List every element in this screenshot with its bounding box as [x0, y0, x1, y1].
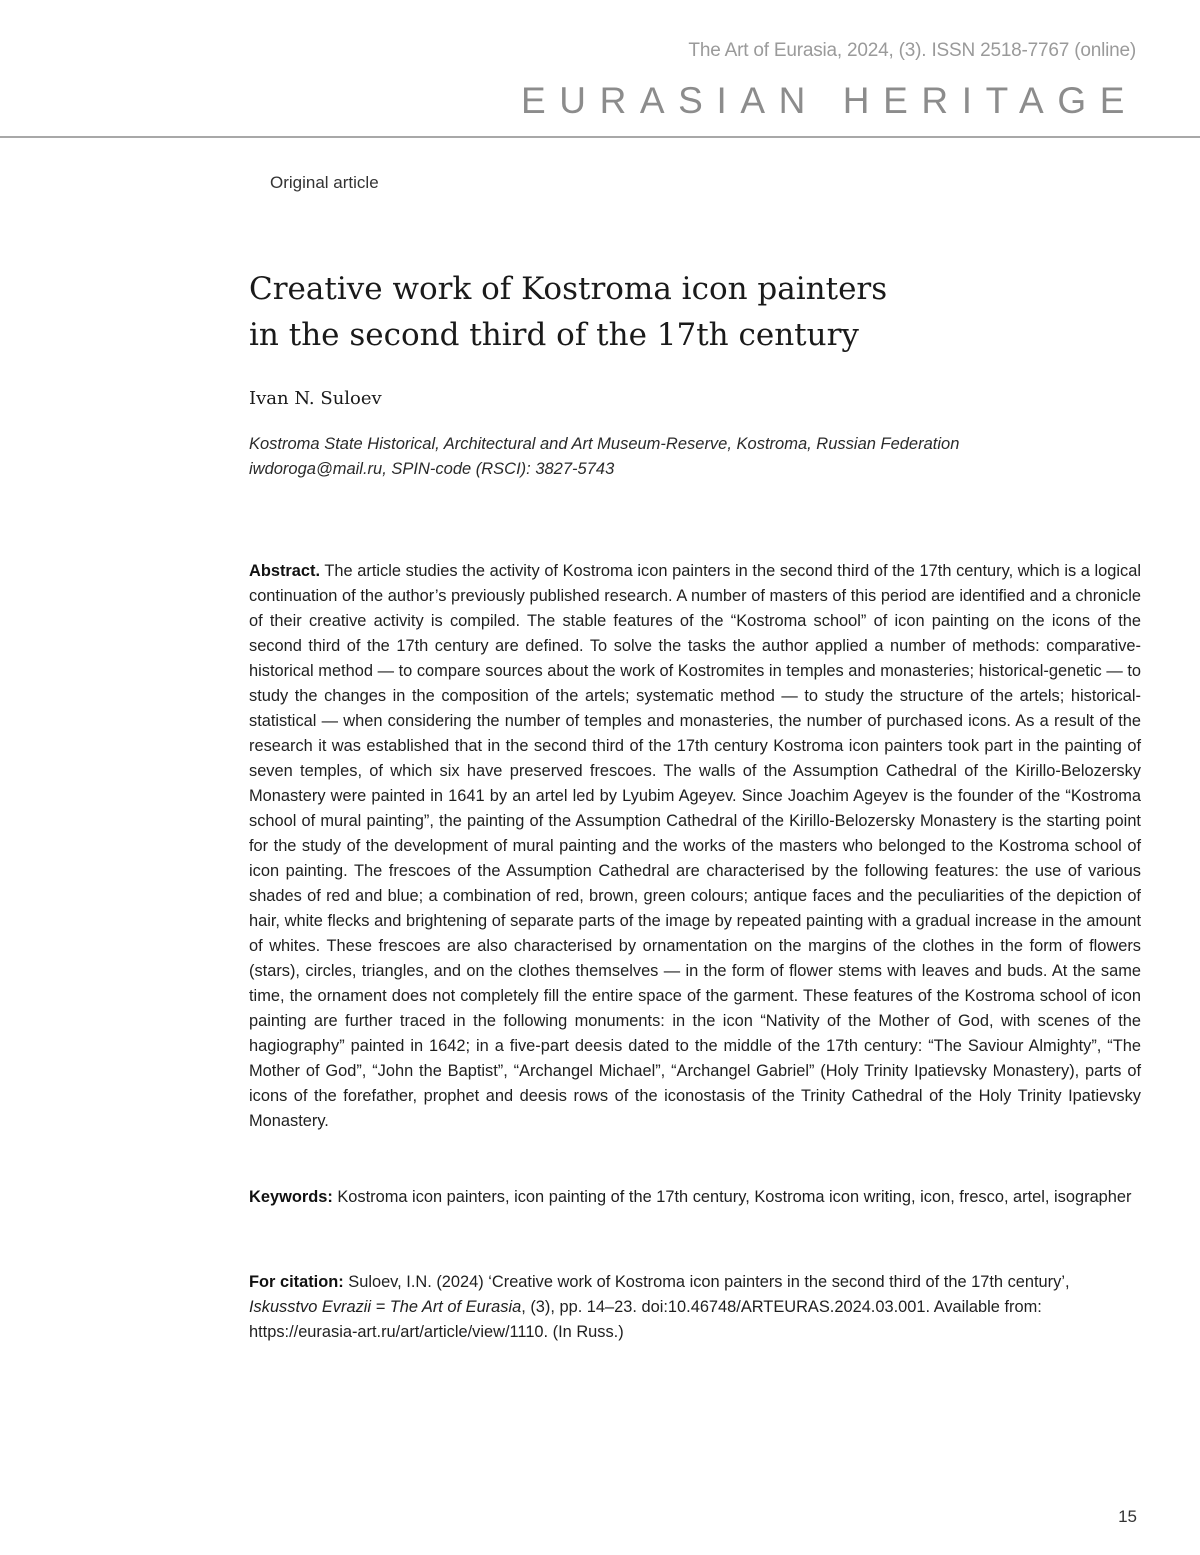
author-contact: iwdoroga@mail.ru, SPIN-code (RSCI): 3827-5743	[249, 460, 615, 478]
article-title	[249, 266, 1069, 358]
title-line-2: in the second third of the 17th century	[249, 317, 859, 353]
journal-issue-line: The Art of Eurasia, 2024, (3). ISSN 2518-7767 (online)	[688, 40, 1136, 61]
keywords	[249, 1185, 1141, 1210]
article-type: Original article	[270, 173, 379, 192]
abstract-text: The article studies the activity of Kostroma icon painters in the second third of the 17th century, which is a logical continuation of the author’s previously published research. A number of masters of this period are identified and a chronicle of their creative activity is compiled. The stable features of the “Kostroma school” of icon painting on the icons of the second third of the 17th century are defined. To solve the tasks the author applied a number of methods: comparative-historical method — to compare sources about the work of Kostromites in temples and monasteries; historical-genetic — to study the changes in the composition of the artels; systematic method — to study the structure of the artels; historical-statistical — when considering the number of temples and monasteries, the number of purchased icons. As a result of the research it was established that in the second third of the 17th century Kostroma icon painters took part in the painting of seven temples, of which six have preserved frescoes. The walls of the Assumption Cathedral of the Kirillo-Belozersky Monastery were painted in 1641 by an artel led by Lyubim Ageyev. Since Joachim Ageyev is the founder of the “Kostroma school of mural painting”, the painting of the Assumption Cathedral of the Kirillo-Belozersky Monastery is the starting point for the study of the development of mural painting and the works of the masters who belonged to the Kostroma school of icon painting. The frescoes of the Assumption Cathedral are characterised by the following features: the use of various shades of red and blue; a combination of red, brown, green colours; antique faces and the peculiarities of the depiction of hair, white flecks and brightening of separate parts of the image by repeated painting with a gradual increase in the amount of whites. These frescoes are also characterised by ornamentation on the margins of the clothes in the form of flowers (stars), circles, triangles, and on the clothes themselves — in the form of flower stems with leaves and buds. At the same time, the ornament does not completely fill the entire space of the garment. These features of the Kostroma school of icon painting are further traced in the following monuments: in the icon “Nativity of the Mother of God, with scenes of the hagiography” painted in 1642; in a five-part deesis dated to the middle of the 17th century: “The Saviour Almighty”, “The Mother of God”, “John the Baptist”, “Archangel Michael”, “Archangel Gabriel” (Holy Trinity Ipatievsky Monastery), parts of icons of the forefather, prophet and deesis rows of the iconostasis of the Trinity Cathedral of the Holy Trinity Ipatievsky Monastery.	[249, 562, 1141, 1130]
citation-label: For citation:	[249, 1273, 344, 1291]
citation-journal: Iskusstvo Evrazii = The Art of Eurasia	[249, 1298, 522, 1316]
title-line-1: Creative work of Kostroma icon painters	[249, 271, 888, 307]
author-name: Ivan N. Suloev	[249, 388, 382, 409]
citation-text: Suloev, I.N. (2024) ‘Creative work of Kostroma icon painters in the second third of the 17th century’,	[348, 1273, 1070, 1291]
page-number: 15	[1118, 1507, 1137, 1526]
abstract	[249, 559, 1141, 1134]
affiliation-institution: Kostroma State Historical, Architectural and Art Museum-Reserve, Kostroma, Russian Federation	[249, 435, 960, 453]
section-heading: EURASIAN HERITAGE	[520, 80, 1138, 121]
header-divider	[0, 136, 1200, 138]
author-affiliation	[249, 432, 1149, 482]
abstract-label: Abstract.	[249, 562, 321, 580]
citation-details: , (3), pp. 14–23. doi:10.46748/ARTEURAS.2024.03.001. Available from: https://eurasia-art.ru/art/article/view/1110. (In Russ.)	[249, 1298, 1042, 1341]
citation	[249, 1270, 1141, 1345]
keywords-text: Kostroma icon painters, icon painting of the 17th century, Kostroma icon writing, icon, fresco, artel, isographer	[337, 1188, 1132, 1206]
keywords-label: Keywords:	[249, 1188, 333, 1206]
